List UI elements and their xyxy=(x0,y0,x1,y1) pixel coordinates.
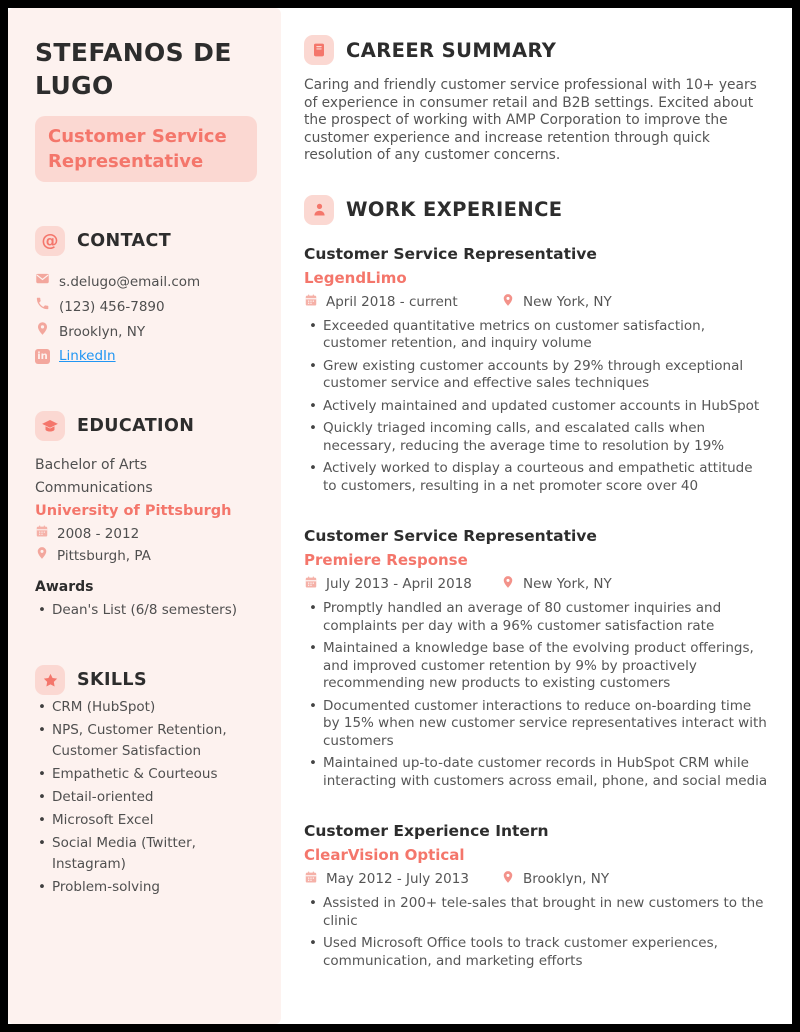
job-dates: April 2018 - current xyxy=(326,293,458,310)
job-location-cell xyxy=(501,293,612,311)
skills-section xyxy=(35,665,257,898)
skill-item: • Social Media (Twitter, Instagram) xyxy=(35,833,257,875)
award-item: • Dean's List (6/8 semesters) xyxy=(35,600,257,621)
location-icon xyxy=(501,293,515,311)
job-dates: May 2012 - July 2013 xyxy=(326,871,469,888)
contact-phone-row xyxy=(35,296,257,318)
email-icon xyxy=(35,271,50,293)
job-bullets xyxy=(304,600,770,790)
job-bullet: • Actively maintained and updated customer accounts in HubSpot xyxy=(304,398,770,416)
person-icon xyxy=(304,195,334,225)
job-entry xyxy=(304,820,770,970)
skills-heading: SKILLS xyxy=(77,670,147,690)
contact-heading: CONTACT xyxy=(77,231,172,251)
phone-icon xyxy=(35,296,50,318)
job-bullet: • Documented customer interactions to reduce on-boarding time by 15% when new customer service representatives interact with customers xyxy=(304,698,770,751)
location-icon xyxy=(35,321,50,343)
job-bullet: • Maintained a knowledge base of the evolving product offerings, and improved customer retention by 9% by proactively recommending new products to existing customers xyxy=(304,640,770,693)
job-meta-row xyxy=(304,575,770,593)
job-bullet: • Assisted in 200+ tele-sales that brought in new customers to the clinic xyxy=(304,895,770,930)
education-heading-row xyxy=(35,411,257,441)
education-school: University of Pittsburgh xyxy=(35,503,232,519)
calendar-icon xyxy=(304,870,318,888)
calendar-icon xyxy=(304,575,318,593)
location-icon xyxy=(501,870,515,888)
education-major: Communications xyxy=(35,480,153,496)
star-icon xyxy=(35,665,65,695)
job-company: Premiere Response xyxy=(304,551,468,570)
job-company: ClearVision Optical xyxy=(304,846,465,865)
job-location: New York, NY xyxy=(523,293,612,310)
education-details xyxy=(35,454,257,621)
linkedin-link[interactable]: LinkedIn xyxy=(59,348,116,364)
main-column xyxy=(281,8,792,1024)
skill-item: • Empathetic & Courteous xyxy=(35,764,257,785)
job-title-badge: Customer Service Representative xyxy=(35,116,257,182)
job-meta-row xyxy=(304,293,770,311)
job-dates: July 2013 - April 2018 xyxy=(326,576,472,593)
work-experience-heading-row xyxy=(304,195,770,225)
job-dates-cell xyxy=(304,293,501,311)
contact-email-row xyxy=(35,271,257,293)
awards-list xyxy=(35,600,257,621)
book-icon xyxy=(304,35,334,65)
location-icon xyxy=(501,575,515,593)
career-summary-heading: CAREER SUMMARY xyxy=(346,38,557,62)
job-bullet: • Actively worked to display a courteous and empathetic attitude to customers, resulting in a net promoter score over 40 xyxy=(304,460,770,495)
job-bullet: • Exceeded quantitative metrics on customer satisfaction, customer retention, and inquiry volume xyxy=(304,318,770,353)
education-section xyxy=(35,411,257,621)
contact-linkedin-row xyxy=(35,346,257,367)
skill-item: • Problem-solving xyxy=(35,877,257,898)
education-degree: Bachelor of Arts xyxy=(35,457,148,473)
job-dates-cell xyxy=(304,575,501,593)
education-dates-row xyxy=(35,523,257,545)
job-bullet: • Promptly handled an average of 80 customer inquiries and complaints per day with a 96% customer satisfaction rate xyxy=(304,600,770,635)
graduation-cap-icon xyxy=(35,411,65,441)
calendar-icon xyxy=(35,523,49,545)
job-location-cell xyxy=(501,575,612,593)
awards-heading: Awards xyxy=(35,579,94,595)
education-heading: EDUCATION xyxy=(77,416,195,436)
job-location: Brooklyn, NY xyxy=(523,871,610,888)
at-icon: @ xyxy=(35,226,65,256)
skills-list xyxy=(35,697,257,898)
resume-page xyxy=(8,8,792,1024)
job-meta-row xyxy=(304,870,770,888)
contact-list xyxy=(35,271,257,367)
contact-location: Brooklyn, NY xyxy=(59,323,146,340)
job-bullet: • Grew existing customer accounts by 29% through exceptional customer service and effective sales techniques xyxy=(304,358,770,393)
skills-heading-row xyxy=(35,665,257,695)
career-summary-section xyxy=(304,35,770,165)
contact-email: s.delugo@email.com xyxy=(59,273,201,290)
skill-item: • Microsoft Excel xyxy=(35,810,257,831)
job-bullets xyxy=(304,318,770,496)
skill-item: • CRM (HubSpot) xyxy=(35,697,257,718)
contact-heading-row xyxy=(35,226,257,256)
job-company: LegendLimo xyxy=(304,268,407,287)
contact-section xyxy=(35,226,257,367)
linkedin-icon: in xyxy=(35,349,50,364)
job-bullet: • Used Microsoft Office tools to track customer experiences, communication, and marketing efforts xyxy=(304,935,770,970)
job-location-cell xyxy=(501,870,609,888)
job-entry xyxy=(304,525,770,790)
career-summary-text: Caring and friendly customer service professional with 10+ years of experience in consumer retail and B2B settings. Excited about the prospect of working with AMP Corporation to improve the customer experience and increase retention through quick resolution of any customer concerns. xyxy=(304,77,757,164)
location-icon xyxy=(35,545,49,567)
job-title: Customer Service Representative xyxy=(304,527,597,546)
job-bullet: • Maintained up-to-date customer records in HubSpot CRM while interacting with customers across email, phone, and social media xyxy=(304,755,770,790)
education-dates: 2008 - 2012 xyxy=(57,526,140,542)
job-bullets xyxy=(304,895,770,970)
job-dates-cell xyxy=(304,870,501,888)
education-location-row xyxy=(35,545,257,567)
work-experience-section xyxy=(304,195,770,971)
job-bullet: • Quickly triaged incoming calls, and escalated calls when necessary, reducing the average time to resolution by 19% xyxy=(304,420,770,455)
skill-item: • Detail-oriented xyxy=(35,787,257,808)
job-title: Customer Service Representative xyxy=(304,244,597,263)
calendar-icon xyxy=(304,293,318,311)
work-experience-heading: WORK EXPERIENCE xyxy=(346,198,563,222)
contact-location-row xyxy=(35,321,257,343)
job-title: Customer Experience Intern xyxy=(304,822,549,841)
contact-phone: (123) 456-7890 xyxy=(59,298,165,315)
career-summary-heading-row xyxy=(304,35,770,65)
skill-item: • NPS, Customer Retention, Customer Satisfaction xyxy=(35,720,257,762)
job-entry xyxy=(304,243,770,496)
education-location: Pittsburgh, PA xyxy=(57,548,151,564)
sidebar xyxy=(8,8,281,1024)
person-name: STEFANOS DE LUGO xyxy=(35,38,232,100)
job-location: New York, NY xyxy=(523,576,612,593)
